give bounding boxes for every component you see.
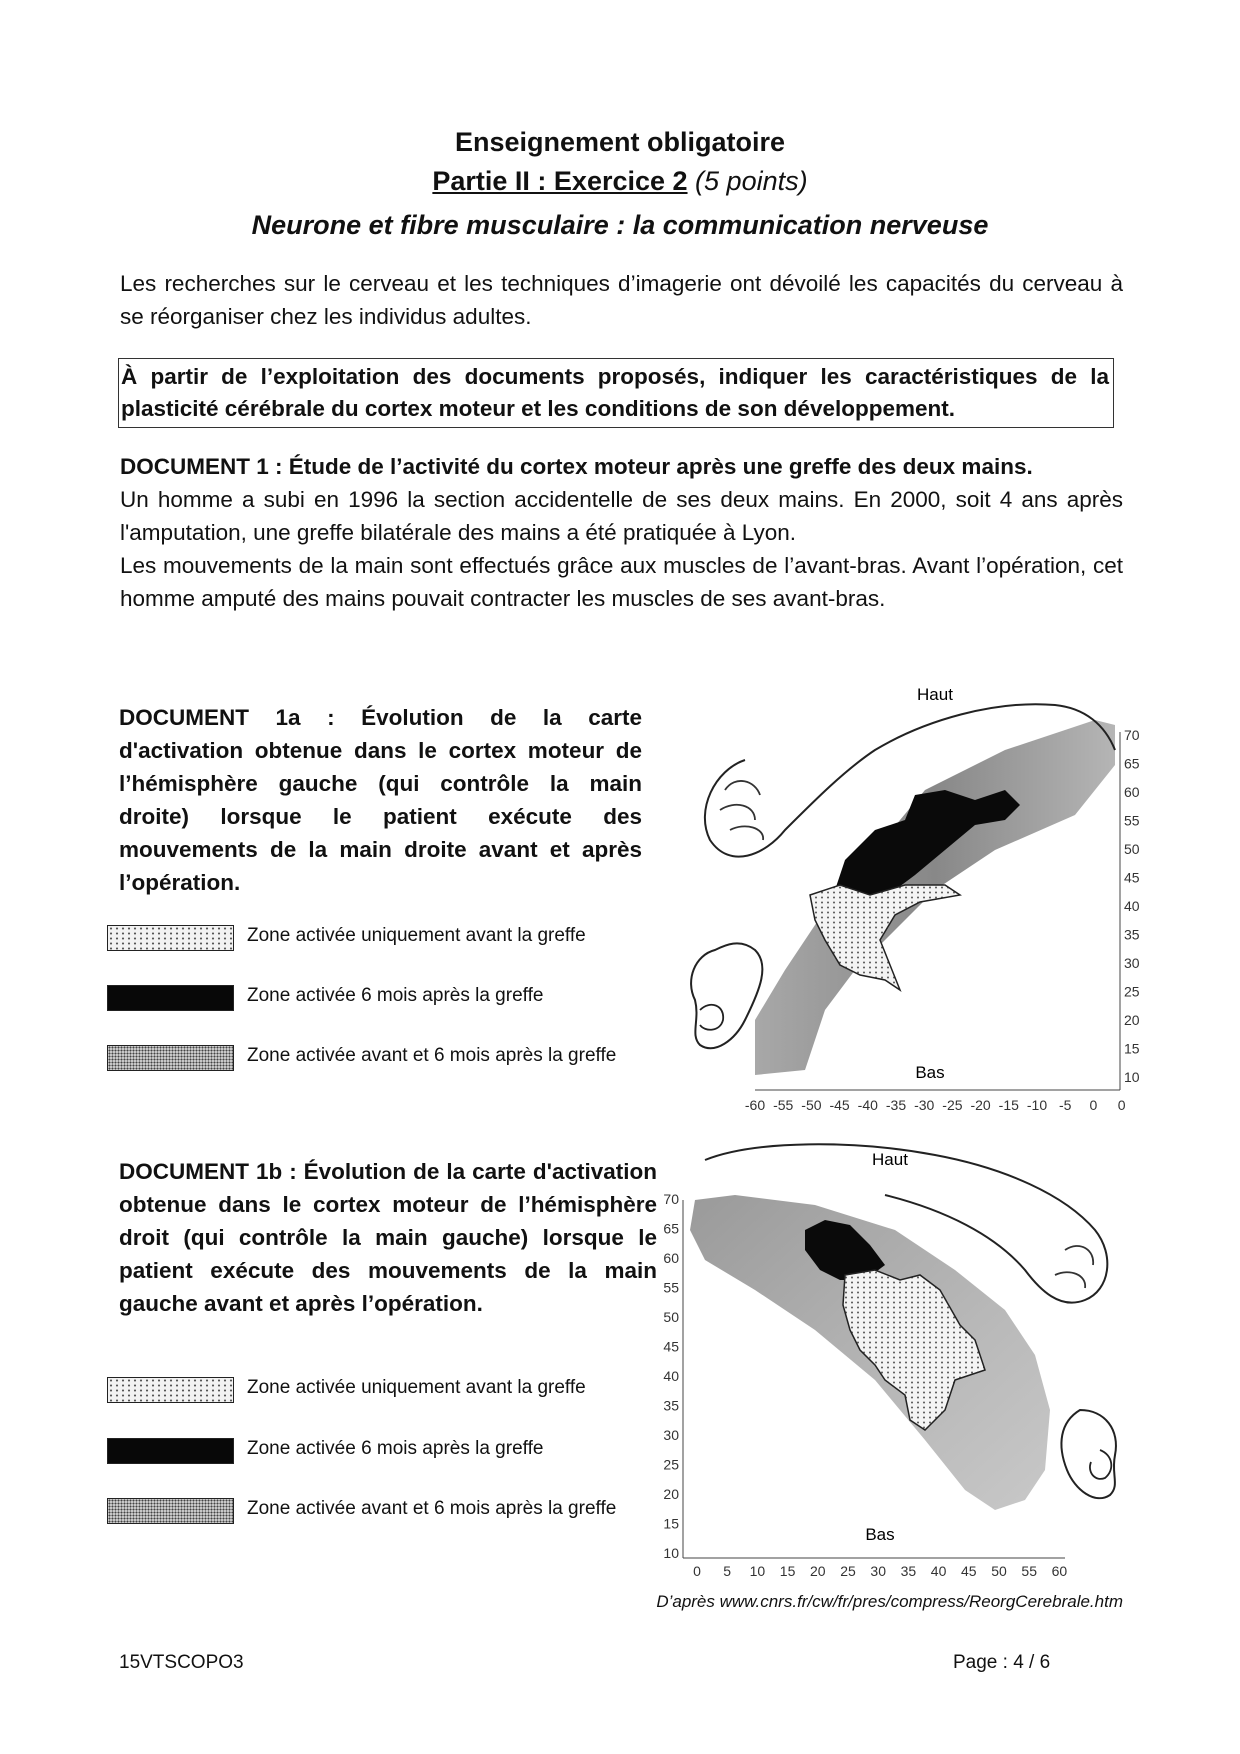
intro-paragraph: Les recherches sur le cerveau et les techniques d’imagerie ont dévoilé les capacités du cerveau à se réorganiser chez les individus adultes. (120, 271, 1123, 329)
axis-tick-label: 40 (930, 1563, 947, 1579)
document1 (120, 450, 1123, 615)
part-label: Partie II : Exercice 2 (432, 166, 688, 196)
axis-tick-label: 30 (1124, 955, 1140, 971)
legend-swatch-both (107, 1045, 234, 1071)
axis-tick-label: 25 (1124, 983, 1140, 1000)
figure-1b-cortex-map (663, 1140, 1135, 1580)
axis-tick-label: 10 (1124, 1069, 1140, 1085)
legend-label: Zone activée uniquement avant la greffe (247, 925, 586, 946)
legend-label: Zone activée 6 mois après la greffe (247, 985, 544, 1006)
source-credit: D’après www.cnrs.fr/cw/fr/pres/compress/ReorgCerebrale.htm (656, 1592, 1123, 1611)
legend-label: Zone activée avant et 6 mois après la greffe (247, 1498, 617, 1519)
axis-tick-label: -10 (1026, 1097, 1048, 1113)
document1b-title: DOCUMENT 1b : Évolution de la carte d'activation obtenue dans le cortex moteur de l’hémisphère droit (qui contrôle la main gauche) lorsque le patient exécute des mouvements de la main gauche avant et après l’opération. (119, 1159, 657, 1316)
axis-tick-label: 60 (1124, 784, 1140, 800)
question-box (118, 358, 1114, 428)
axis-tick-label: -20 (970, 1097, 991, 1113)
y-axis-ticks (663, 1191, 679, 1561)
axis-tick-label: 65 (663, 1220, 679, 1237)
document1-text2: Les mouvements de la main sont effectués grâce aux muscles de l’avant-bras. Avant l’opération, cet homme amputé des mains pouvait contracter les muscles de ses avant-bras. (120, 553, 1123, 611)
axis-tick-label: -45 (829, 1097, 850, 1113)
part-points: (5 points) (695, 166, 808, 196)
face-sketch (691, 943, 762, 1048)
legend-swatch-both (107, 1498, 234, 1524)
hand-fingers (1055, 1246, 1093, 1288)
axis-tick-label: 50 (1124, 841, 1140, 857)
axis-tick-label: 50 (663, 1309, 679, 1325)
figure-label-top: Haut (917, 685, 953, 704)
figure-label-top: Haut (872, 1150, 908, 1169)
axis-tick-label: 10 (749, 1563, 766, 1579)
axis-tick-label: 70 (1124, 727, 1140, 743)
footer-code: 15VTSCOPO3 (119, 1652, 244, 1673)
axis-tick-label: 30 (870, 1563, 886, 1579)
footer-page: Page : 4 / 6 (953, 1652, 1051, 1673)
axis-tick-label: 35 (663, 1397, 679, 1414)
axis-tick-label: 30 (663, 1427, 679, 1443)
document1-text1: Un homme a subi en 1996 la section accidentelle de ses deux mains. En 2000, soit 4 ans après l'amputation, une greffe bilatérale des mains a été pratiquée à Lyon. (120, 487, 1123, 545)
axis-tick-label: 15 (1124, 1040, 1140, 1057)
part-heading (0, 166, 1240, 197)
axis-tick-label: 40 (663, 1368, 679, 1384)
hand-fingers (720, 781, 763, 840)
axis-tick-label: 20 (663, 1486, 679, 1502)
legend-label: Zone activée avant et 6 mois après la greffe (247, 1045, 617, 1066)
axis-tick-label: 45 (1124, 869, 1140, 886)
legend-swatch-after (107, 985, 234, 1011)
axis-tick-label: 0 (1089, 1097, 1098, 1113)
axis-tick-label: -25 (942, 1097, 963, 1113)
figure-1a-cortex-map (675, 680, 1140, 1115)
axis-tick-label: 55 (1124, 812, 1140, 829)
axis-tick-label: 50 (991, 1563, 1007, 1579)
axis-tick-label: 25 (663, 1456, 679, 1473)
face-mouth (700, 1005, 723, 1030)
x-axis-ticks (745, 1097, 1126, 1113)
axis-tick-label: 25 (840, 1563, 856, 1579)
axis-tick-label: 15 (663, 1515, 679, 1532)
axis-tick-label: 5 (723, 1563, 732, 1579)
axis-tick-label: -50 (801, 1097, 822, 1113)
figure-label-bottom: Bas (915, 1063, 945, 1082)
axis-tick-label: 10 (663, 1545, 679, 1561)
axis-tick-label: 20 (1124, 1012, 1140, 1028)
exercise-subtitle: Neurone et fibre musculaire : la communication nerveuse (251, 210, 989, 240)
axis-tick-label: 35 (1124, 926, 1140, 943)
axis-tick-label: 35 (900, 1563, 917, 1579)
axis-tick-label: -30 (914, 1097, 935, 1113)
axis-tick-label: 15 (779, 1563, 796, 1579)
axis-tick-label: 60 (1051, 1563, 1068, 1579)
legend-label: Zone activée 6 mois après la greffe (247, 1438, 544, 1459)
axis-tick-label: -40 (857, 1097, 878, 1113)
x-axis-ticks (693, 1563, 1067, 1579)
document1-title: DOCUMENT 1 : Étude de l’activité du cortex moteur après une greffe des deux mains. (120, 454, 1033, 479)
axis-tick-label: 0 (693, 1563, 701, 1579)
legend-swatch-before (107, 925, 234, 951)
axis-tick-label: 40 (1124, 898, 1140, 914)
axis-tick-label: -5 (1058, 1097, 1072, 1113)
axis-tick-label: 55 (663, 1279, 679, 1296)
axis-tick-label: -35 (885, 1097, 907, 1113)
axis-tick-label: 0 (1117, 1097, 1126, 1113)
axis-tick-label: 45 (663, 1338, 679, 1355)
legend-label: Zone activée uniquement avant la greffe (247, 1377, 586, 1398)
page-title: Enseignement obligatoire (454, 127, 786, 157)
axis-tick-label: -60 (744, 1097, 766, 1113)
axis-tick-label: 45 (961, 1563, 977, 1579)
question-text: À partir de l’exploitation des documents proposés, indiquer les caractéristiques de la plasticité cérébrale du cortex moteur et les conditions de son développement. (121, 364, 1109, 421)
figure-label-bottom: Bas (865, 1525, 895, 1544)
y-axis-ticks (1124, 727, 1140, 1085)
axis-tick-label: 20 (810, 1563, 826, 1579)
axis-tick-label: -15 (998, 1097, 1019, 1113)
document1a-title: DOCUMENT 1a : Évolution de la carte d'activation obtenue dans le cortex moteur de l’hémisphère gauche (qui contrôle la main droite) lorsque le patient exécute des mouvements de la main droite avant et après l’opération. (119, 705, 642, 895)
axis-tick-label: 70 (663, 1191, 679, 1207)
legend-swatch-before (107, 1377, 234, 1403)
legend-swatch-after (107, 1438, 234, 1464)
axis-tick-label: 55 (1021, 1563, 1037, 1579)
axis-tick-label: -55 (773, 1097, 794, 1113)
axis-tick-label: 65 (1124, 755, 1140, 772)
axis-tick-label: 60 (663, 1250, 679, 1266)
